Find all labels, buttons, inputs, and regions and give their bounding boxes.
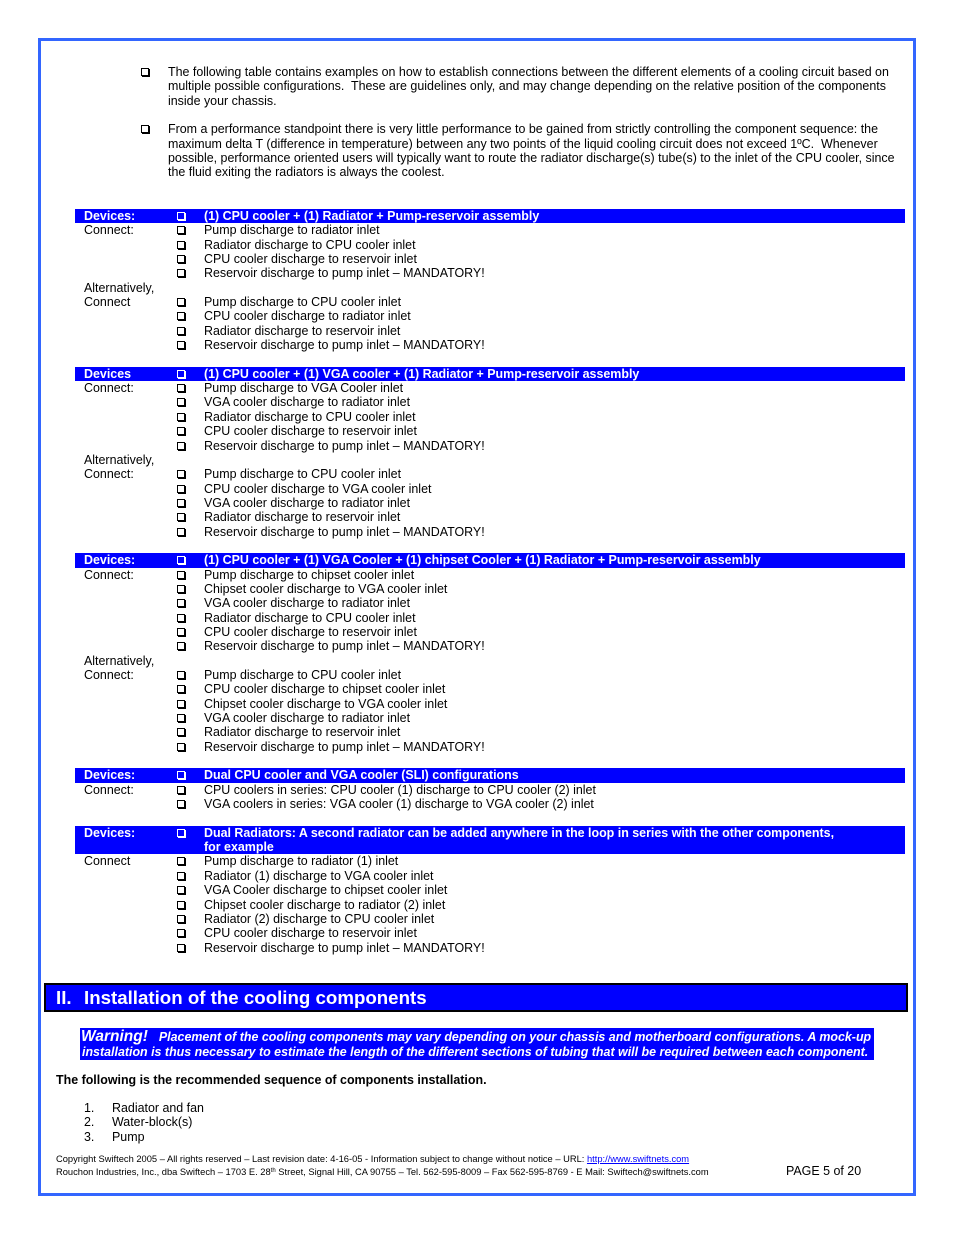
connection-step — [75, 740, 905, 754]
intro-note-text: The following table contains examples on how to establish connections between the different elements of a cooling circuit based on multiple possible configurations. These are guidelines only, and may change depending on the relative position of the components inside your chassis. — [168, 65, 893, 108]
connection-step — [75, 568, 905, 582]
devices-header — [75, 553, 905, 567]
intro-note — [140, 65, 906, 108]
connect-label: Connect: — [84, 782, 134, 797]
step-text: Radiator discharge to CPU cooler inlet — [204, 409, 416, 424]
sequence-text: Pump — [112, 1129, 145, 1144]
sequence-text: Radiator and fan — [112, 1101, 204, 1115]
configuration-block — [75, 768, 905, 811]
alternative-row — [75, 453, 905, 467]
alternatively-label: Alternatively, — [84, 653, 155, 668]
checkbox-bullet-icon — [177, 829, 185, 837]
connection-step — [75, 725, 905, 739]
checkbox-bullet-icon — [177, 499, 185, 507]
ordinal-suffix: th — [270, 1168, 276, 1174]
checkbox-bullet-icon — [177, 384, 185, 392]
connection-step — [75, 223, 905, 237]
connection-step — [75, 410, 905, 424]
checkbox-bullet-icon — [177, 786, 185, 794]
checkbox-bullet-icon — [177, 886, 185, 894]
alternative-row — [75, 281, 905, 295]
devices-header — [75, 768, 905, 782]
connect-label: Connect: — [84, 668, 134, 682]
devices-label: Devices — [84, 366, 132, 381]
connection-step — [75, 238, 905, 252]
devices-description: (1) CPU cooler + (1) VGA Cooler + (1) chipset Cooler + (1) Radiator + Pump-reservoir assembly — [204, 553, 761, 568]
devices-header — [75, 209, 905, 223]
copyright-line — [56, 1154, 689, 1165]
step-text: Pump discharge to radiator inlet — [204, 223, 380, 238]
checkbox-bullet-icon — [177, 212, 185, 220]
connection-step — [75, 711, 905, 725]
section-title: Installation of the cooling components — [84, 987, 427, 1008]
step-text: CPU cooler discharge to reservoir inlet — [204, 252, 417, 267]
address-text: Rouchon Industries, Inc., dba Swiftech – 1703 E. 28 — [56, 1167, 271, 1177]
checkbox-bullet-icon — [177, 857, 185, 865]
step-text: Reservoir discharge to pump inlet – MANDATORY! — [204, 438, 485, 453]
checkbox-bullet-icon — [177, 442, 185, 450]
checkbox-bullet-icon — [177, 728, 185, 736]
checkbox-bullet-icon — [177, 513, 185, 521]
connection-step — [75, 424, 905, 438]
installation-sequence — [84, 1101, 384, 1144]
checkbox-bullet-icon — [177, 671, 185, 679]
connection-step — [75, 510, 905, 524]
connection-step — [75, 898, 905, 912]
checkbox-bullet-icon — [141, 125, 149, 133]
step-text: Reservoir discharge to pump inlet – MANDATORY! — [204, 524, 485, 539]
step-text: Reservoir discharge to pump inlet – MANDATORY! — [204, 940, 485, 955]
step-text: CPU cooler discharge to radiator inlet — [204, 309, 411, 324]
checkbox-bullet-icon — [177, 642, 185, 650]
connection-step — [75, 439, 905, 453]
checkbox-bullet-icon — [177, 901, 185, 909]
connection-step — [75, 324, 905, 338]
sequence-item — [84, 1130, 384, 1144]
step-text: Chipset cooler discharge to VGA cooler inlet — [204, 696, 448, 711]
connection-step — [75, 525, 905, 539]
connect-label: Connect: — [84, 223, 134, 238]
checkbox-bullet-icon — [177, 929, 185, 937]
step-text: Radiator (1) discharge to VGA cooler inlet — [204, 868, 434, 883]
section-heading — [44, 983, 908, 1012]
connection-step — [75, 854, 905, 868]
step-text: Pump discharge to chipset cooler inlet — [204, 567, 415, 582]
intro-note — [140, 122, 906, 179]
connect-label: Connect: — [84, 467, 134, 482]
devices-label: Devices: — [84, 825, 136, 840]
copyright-text: Copyright Swiftech 2005 – All rights reserved – Last revision date: 4-16-05 - Information subject to change without notice – URL: — [56, 1154, 587, 1164]
step-text: Pump discharge to CPU cooler inlet — [204, 668, 402, 682]
sequence-number: 1. — [84, 1101, 95, 1115]
connection-step — [75, 381, 905, 395]
step-text: VGA cooler discharge to radiator inlet — [204, 711, 411, 726]
devices-label: Devices: — [84, 553, 136, 568]
connection-step — [75, 625, 905, 639]
connection-step — [75, 338, 905, 352]
connection-step — [75, 697, 905, 711]
sequence-intro: The following is the recommended sequence of components installation. — [56, 1073, 487, 1087]
configuration-table — [75, 209, 905, 955]
sequence-number: 2. — [84, 1115, 95, 1130]
step-text: VGA cooler discharge to radiator inlet — [204, 596, 411, 611]
step-text: VGA coolers in series: VGA cooler (1) discharge to VGA cooler (2) inlet — [204, 797, 594, 812]
step-text: Radiator discharge to CPU cooler inlet — [204, 237, 416, 252]
connection-step — [75, 783, 905, 797]
connection-step — [75, 309, 905, 323]
checkbox-bullet-icon — [177, 269, 185, 277]
devices-description: Dual Radiators: A second radiator can be added anywhere in the loop in series with the other components, for example — [204, 825, 835, 855]
checkbox-bullet-icon — [177, 628, 185, 636]
checkbox-bullet-icon — [177, 743, 185, 751]
step-text: VGA cooler discharge to radiator inlet — [204, 395, 411, 410]
checkbox-bullet-icon — [177, 413, 185, 421]
connection-step — [75, 926, 905, 940]
devices-description: (1) CPU cooler + (1) Radiator + Pump-reservoir assembly — [204, 209, 540, 223]
checkbox-bullet-icon — [177, 226, 185, 234]
connection-step — [75, 941, 905, 955]
connection-step — [75, 482, 905, 496]
checkbox-bullet-icon — [177, 255, 185, 263]
step-text: Pump discharge to CPU cooler inlet — [204, 467, 402, 482]
connection-step — [75, 682, 905, 696]
devices-header — [75, 826, 905, 855]
devices-description: Dual CPU cooler and VGA cooler (SLI) configurations — [204, 768, 519, 783]
warning-label: Warning! — [81, 1028, 148, 1045]
configuration-block — [75, 209, 905, 352]
checkbox-bullet-icon — [177, 470, 185, 478]
step-text: CPU cooler discharge to reservoir inlet — [204, 424, 417, 439]
connect-label: Connect — [84, 295, 131, 310]
connection-step — [75, 912, 905, 926]
step-text: Reservoir discharge to pump inlet – MANDATORY! — [204, 266, 485, 281]
connection-step — [75, 266, 905, 280]
sequence-text: Water-block(s) — [112, 1115, 193, 1130]
connection-step — [75, 596, 905, 610]
sequence-number: 3. — [84, 1129, 95, 1144]
alternative-row — [75, 654, 905, 668]
step-text: CPU cooler discharge to reservoir inlet — [204, 624, 417, 639]
checkbox-bullet-icon — [177, 370, 185, 378]
configuration-block — [75, 826, 905, 955]
checkbox-bullet-icon — [177, 398, 185, 406]
address-text: Street, Signal Hill, CA 90755 – Tel. 562-595-8009 – Fax 562-595-8769 - E Mail: Swiftech@swiftnets.com — [275, 1167, 709, 1177]
checkbox-bullet-icon — [141, 68, 149, 76]
connection-step — [75, 295, 905, 309]
checkbox-bullet-icon — [177, 585, 185, 593]
step-text: Reservoir discharge to pump inlet – MANDATORY! — [204, 338, 485, 353]
step-text: Radiator discharge to CPU cooler inlet — [204, 610, 416, 625]
checkbox-bullet-icon — [177, 599, 185, 607]
checkbox-bullet-icon — [177, 327, 185, 335]
connection-step — [75, 668, 905, 682]
sequence-item — [84, 1115, 384, 1129]
step-text: CPU cooler discharge to chipset cooler inlet — [204, 682, 446, 697]
devices-description: (1) CPU cooler + (1) VGA cooler + (1) Radiator + Pump-reservoir assembly — [204, 366, 640, 381]
alternatively-label: Alternatively, — [84, 452, 155, 467]
checkbox-bullet-icon — [177, 571, 185, 579]
intro-notes — [140, 65, 906, 180]
connection-step — [75, 883, 905, 897]
checkbox-bullet-icon — [177, 700, 185, 708]
checkbox-bullet-icon — [177, 241, 185, 249]
connection-step — [75, 869, 905, 883]
section-number: II. — [56, 987, 72, 1008]
intro-note-text: From a performance standpoint there is very little performance to be gained from strictly controlling the component sequence: the maximum delta T (difference in temperature) between any two points of the liquid cooling circuit does not exceed 1ºC. Whenever possible, performance oriented users will typically want to route the radiator discharge(s) tube(s) to the inlet of the CPU cooler, since the fluid exiting the radiators is always the coolest. — [168, 122, 899, 180]
warning-line — [80, 1045, 874, 1059]
connection-step — [75, 496, 905, 510]
warning-text: installation is thus necessary to estimate the length of the different sections of tubing that will be required between each component. — [82, 1045, 869, 1059]
checkbox-bullet-icon — [177, 312, 185, 320]
checkbox-bullet-icon — [177, 872, 185, 880]
page-number: PAGE 5 of 20 — [786, 1164, 862, 1178]
step-text: VGA Cooler discharge to chipset cooler inlet — [204, 883, 448, 898]
checkbox-bullet-icon — [177, 614, 185, 622]
connect-label: Connect: — [84, 567, 134, 582]
warning-box — [80, 1028, 874, 1060]
step-text: CPU coolers in series: CPU cooler (1) discharge to CPU cooler (2) inlet — [204, 782, 596, 797]
step-text: VGA cooler discharge to radiator inlet — [204, 495, 411, 510]
step-text: CPU cooler discharge to reservoir inlet — [204, 926, 417, 941]
devices-header — [75, 367, 905, 381]
step-text: Chipset cooler discharge to VGA cooler inlet — [204, 581, 448, 596]
website-link[interactable]: http://www.swiftnets.com — [586, 1154, 690, 1164]
checkbox-bullet-icon — [177, 771, 185, 779]
address-line — [56, 1167, 709, 1178]
step-text: Radiator discharge to reservoir inlet — [204, 323, 401, 338]
checkbox-bullet-icon — [177, 556, 185, 564]
step-text: Pump discharge to radiator (1) inlet — [204, 854, 399, 869]
step-text: Radiator discharge to reservoir inlet — [204, 510, 401, 525]
step-text: Pump discharge to VGA Cooler inlet — [204, 381, 404, 396]
checkbox-bullet-icon — [177, 528, 185, 536]
connection-step — [75, 467, 905, 481]
connection-step — [75, 797, 905, 811]
checkbox-bullet-icon — [177, 341, 185, 349]
checkbox-bullet-icon — [177, 714, 185, 722]
configuration-block — [75, 553, 905, 754]
checkbox-bullet-icon — [177, 944, 185, 952]
step-text: Reservoir discharge to pump inlet – MANDATORY! — [204, 639, 485, 654]
alternatively-label: Alternatively, — [84, 280, 155, 295]
connect-label: Connect — [84, 854, 131, 869]
devices-label: Devices: — [84, 768, 136, 783]
connection-step — [75, 639, 905, 653]
warning-line — [80, 1028, 874, 1045]
step-text: CPU cooler discharge to VGA cooler inlet — [204, 481, 432, 496]
devices-label: Devices: — [84, 209, 136, 223]
warning-text: Placement of the cooling components may vary depending on your chassis and motherboard configurations. A mock-up — [158, 1030, 872, 1044]
step-text: Pump discharge to CPU cooler inlet — [204, 295, 402, 310]
checkbox-bullet-icon — [177, 800, 185, 808]
step-text: Radiator discharge to reservoir inlet — [204, 725, 401, 740]
step-text: Reservoir discharge to pump inlet – MANDATORY! — [204, 739, 485, 754]
connection-step — [75, 252, 905, 266]
checkbox-bullet-icon — [177, 427, 185, 435]
checkbox-bullet-icon — [177, 685, 185, 693]
step-text: Radiator (2) discharge to CPU cooler inlet — [204, 911, 435, 926]
connect-label: Connect: — [84, 381, 134, 396]
connection-step — [75, 395, 905, 409]
checkbox-bullet-icon — [177, 298, 185, 306]
step-text: Chipset cooler discharge to radiator (2) inlet — [204, 897, 446, 912]
sequence-item — [84, 1101, 384, 1115]
checkbox-bullet-icon — [177, 485, 185, 493]
checkbox-bullet-icon — [177, 915, 185, 923]
connection-step — [75, 611, 905, 625]
connection-step — [75, 582, 905, 596]
configuration-block — [75, 367, 905, 539]
